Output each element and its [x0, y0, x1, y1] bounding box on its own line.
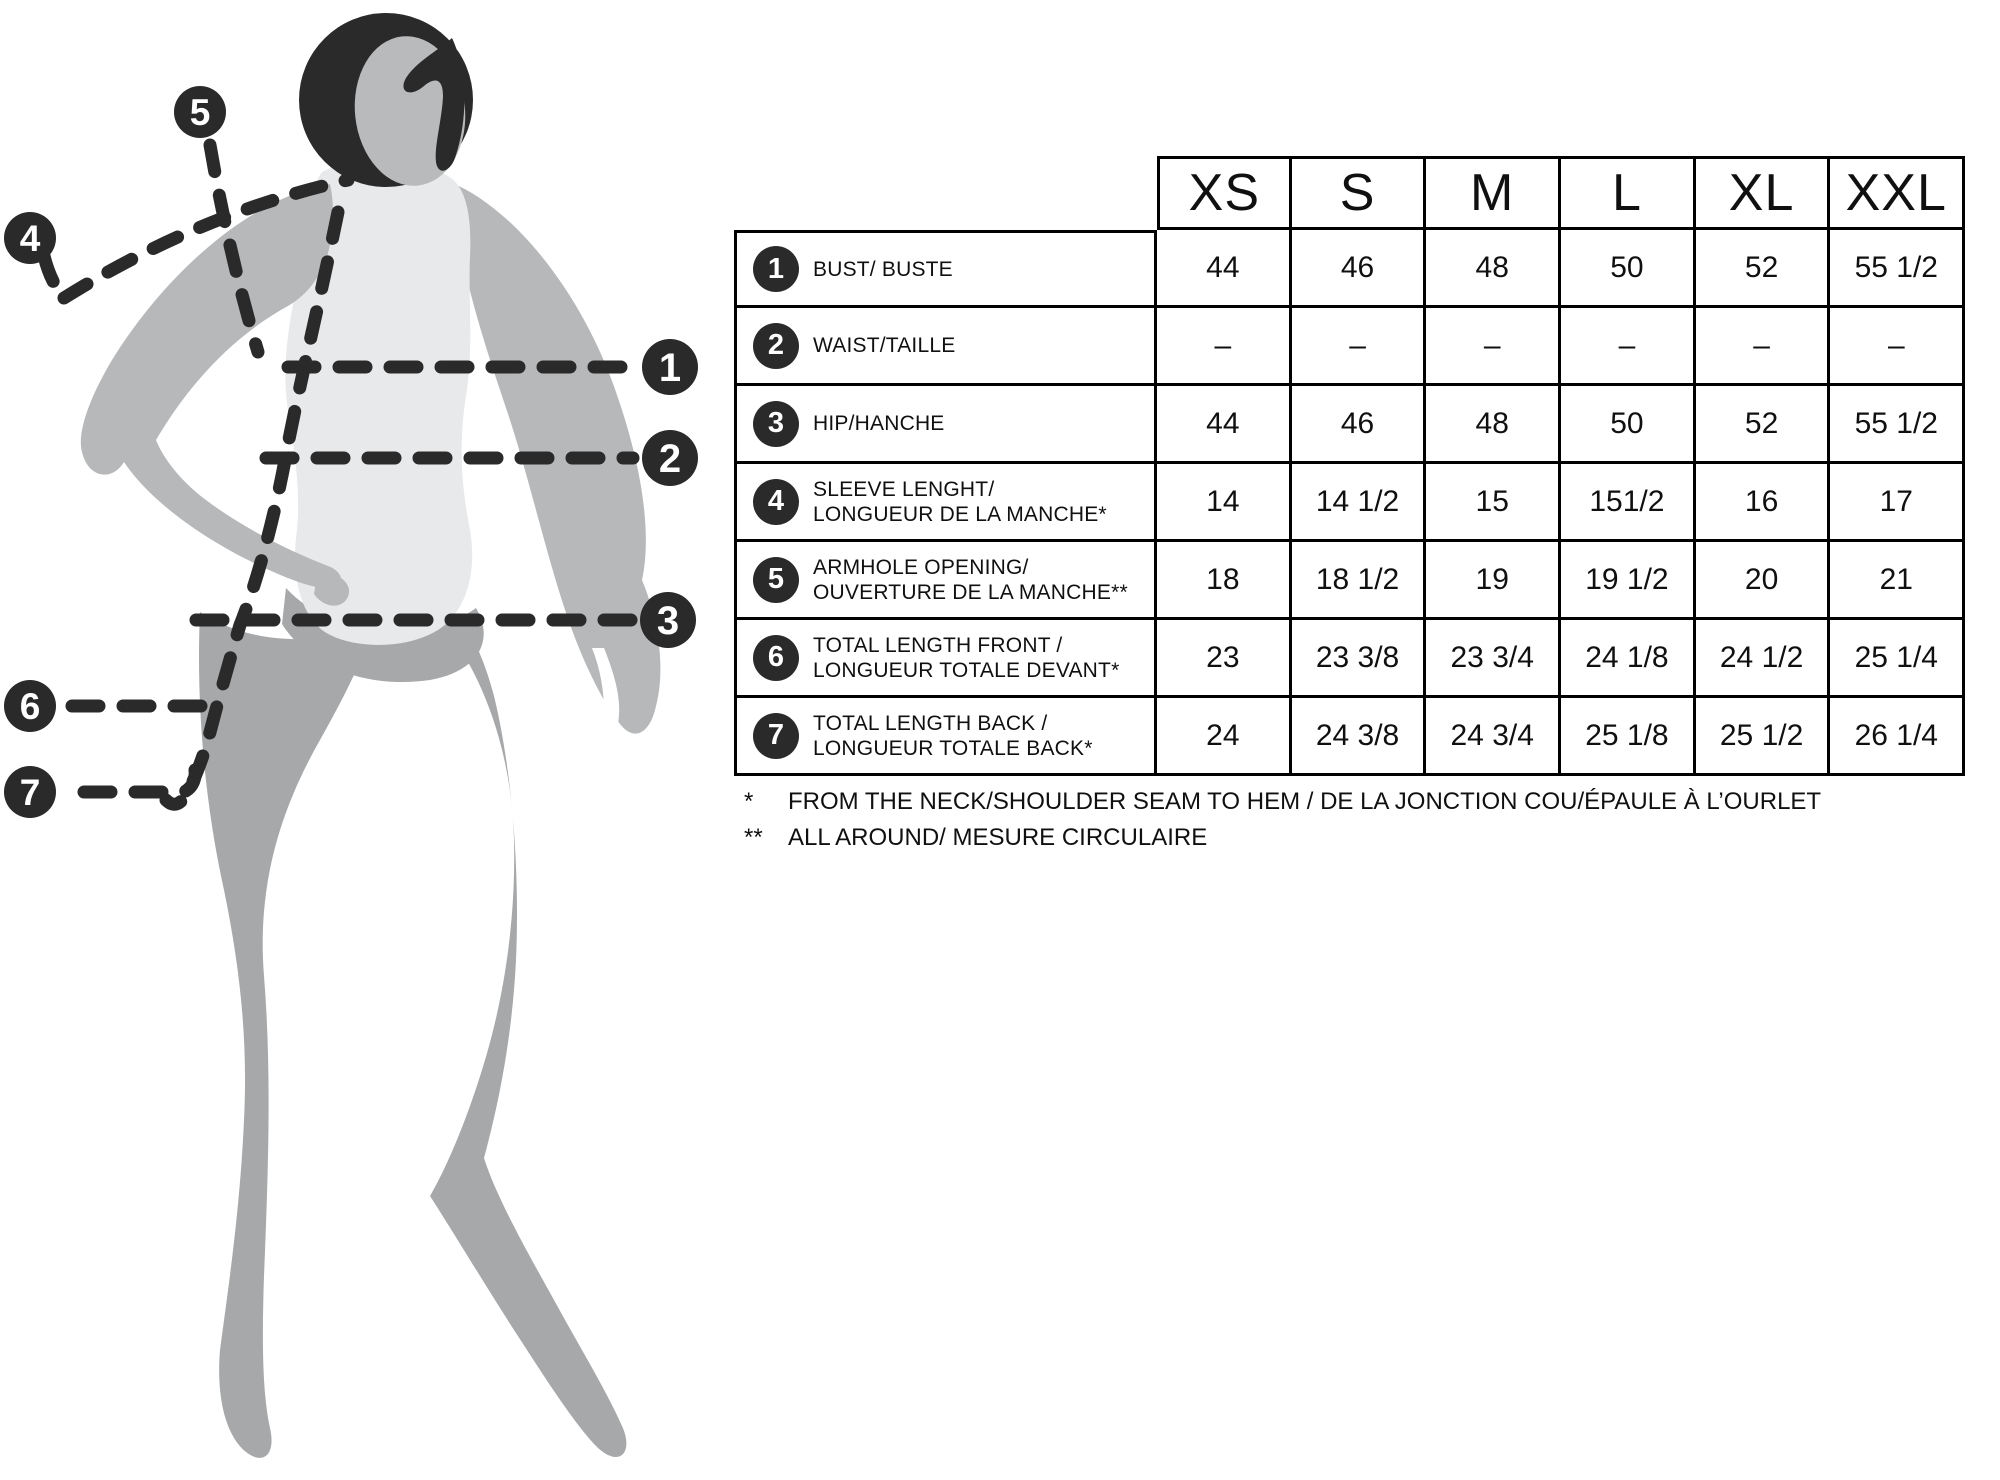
table-corner-spacer	[734, 156, 1157, 230]
value-hip-xxl: 55 1/2	[1830, 386, 1965, 464]
size-header-xxl: XXL	[1830, 156, 1965, 230]
row-label-sleeve-length	[734, 464, 1157, 542]
row-label-text-fr: OUVERTURE DE LA MANCHE**	[813, 580, 1128, 604]
value-length-front-s: 23 3/8	[1292, 620, 1427, 698]
value-bust-m: 48	[1426, 230, 1561, 308]
row-label-hip	[734, 386, 1157, 464]
svg-text:6: 6	[19, 686, 41, 727]
value-armhole-l: 19 1/2	[1561, 542, 1696, 620]
svg-text:2: 2	[658, 437, 682, 481]
footnote-2	[744, 820, 1821, 856]
value-waist-l: –	[1561, 308, 1696, 386]
value-length-back-l: 25 1/8	[1561, 698, 1696, 776]
value-sleeve-m: 15	[1426, 464, 1561, 542]
footnote-1-marker: *	[744, 788, 754, 815]
value-waist-xs: –	[1157, 308, 1292, 386]
value-armhole-s: 18 1/2	[1292, 542, 1427, 620]
measurement-figure	[0, 0, 740, 1480]
value-armhole-xs: 18	[1157, 542, 1292, 620]
size-header-l: L	[1561, 156, 1696, 230]
row-number-badge: 1	[753, 246, 799, 292]
value-length-back-m: 24 3/4	[1426, 698, 1561, 776]
size-table	[734, 156, 1965, 776]
value-length-front-xxl: 25 1/4	[1830, 620, 1965, 698]
row-label-text: HIP/HANCHE	[813, 412, 945, 435]
value-bust-s: 46	[1292, 230, 1427, 308]
row-label-text-fr: LONGUEUR TOTALE BACK*	[813, 736, 1093, 760]
svg-text:3: 3	[656, 599, 680, 643]
row-label-bust	[734, 230, 1157, 308]
value-sleeve-xl: 16	[1696, 464, 1831, 542]
front-leg-shape	[199, 612, 372, 1458]
footnote-1-text: FROM THE NECK/SHOULDER SEAM TO HEM / DE LA JONCTION COU/ÉPAULE À L’OURLET	[788, 788, 1822, 815]
value-length-front-xl: 24 1/2	[1696, 620, 1831, 698]
value-hip-m: 48	[1426, 386, 1561, 464]
row-number-badge: 7	[753, 713, 799, 759]
value-waist-xxl: –	[1830, 308, 1965, 386]
row-label-text: SLEEVE LENGHT/	[813, 477, 995, 501]
value-armhole-xl: 20	[1696, 542, 1831, 620]
value-sleeve-s: 14 1/2	[1292, 464, 1427, 542]
row-label-text: TOTAL LENGTH BACK /	[813, 711, 1048, 735]
row-label-text: BUST/ BUSTE	[813, 257, 953, 281]
svg-text:7: 7	[19, 772, 41, 813]
row-number-badge: 6	[753, 635, 799, 681]
row-number-badge: 2	[753, 323, 799, 369]
svg-text:5: 5	[189, 92, 211, 133]
row-number-badge: 4	[753, 479, 799, 525]
value-length-front-m: 23 3/4	[1426, 620, 1561, 698]
row-label-total-length-front	[734, 620, 1157, 698]
value-bust-xl: 52	[1696, 230, 1831, 308]
row-label-text-fr: LONGUEUR TOTALE DEVANT*	[813, 658, 1120, 682]
value-length-back-xxl: 26 1/4	[1830, 698, 1965, 776]
value-sleeve-xxl: 17	[1830, 464, 1965, 542]
row-label-text: ARMHOLE OPENING/	[813, 555, 1029, 579]
row-label-text: TOTAL LENGTH FRONT /	[813, 633, 1063, 657]
measure-marker-5	[174, 86, 226, 138]
value-hip-s: 46	[1292, 386, 1427, 464]
measure-marker-6	[4, 680, 56, 732]
measure-marker-2	[642, 430, 698, 486]
value-waist-s: –	[1292, 308, 1427, 386]
row-number-badge: 3	[753, 401, 799, 447]
value-length-front-xs: 23	[1157, 620, 1292, 698]
row-label-text-fr: LONGUEUR DE LA MANCHE*	[813, 502, 1107, 526]
svg-text:1: 1	[658, 346, 682, 390]
footnote-2-text: ALL AROUND/ MESURE CIRCULAIRE	[788, 824, 1208, 851]
value-hip-xs: 44	[1157, 386, 1292, 464]
value-length-back-xs: 24	[1157, 698, 1292, 776]
size-header-s: S	[1292, 156, 1427, 230]
value-length-back-xl: 25 1/2	[1696, 698, 1831, 776]
footnotes	[744, 784, 1821, 856]
back-leg-shape	[430, 614, 626, 1457]
measure-marker-3	[640, 592, 696, 648]
row-label-text: WAIST/TAILLE	[813, 334, 956, 357]
row-number-badge: 5	[753, 557, 799, 603]
value-hip-l: 50	[1561, 386, 1696, 464]
value-hip-xl: 52	[1696, 386, 1831, 464]
value-bust-xs: 44	[1157, 230, 1292, 308]
value-sleeve-xs: 14	[1157, 464, 1292, 542]
value-armhole-xxl: 21	[1830, 542, 1965, 620]
sleeve-measure-line	[44, 256, 64, 298]
svg-text:4: 4	[19, 218, 41, 259]
value-armhole-m: 19	[1426, 542, 1561, 620]
size-header-xs: XS	[1157, 156, 1292, 230]
row-label-armhole-opening	[734, 542, 1157, 620]
value-sleeve-l: 151/2	[1561, 464, 1696, 542]
size-header-m: M	[1426, 156, 1561, 230]
measure-marker-4	[4, 212, 56, 264]
value-bust-xxl: 55 1/2	[1830, 230, 1965, 308]
back-length-measure-line	[84, 770, 195, 792]
size-header-xl: XL	[1696, 156, 1831, 230]
footnote-1	[744, 784, 1821, 820]
value-length-front-l: 24 1/8	[1561, 620, 1696, 698]
value-bust-l: 50	[1561, 230, 1696, 308]
value-waist-m: –	[1426, 308, 1561, 386]
value-length-back-s: 24 3/8	[1292, 698, 1427, 776]
value-waist-xl: –	[1696, 308, 1831, 386]
measure-marker-1	[642, 339, 698, 395]
footnote-2-marker: **	[744, 824, 763, 851]
row-label-waist	[734, 308, 1157, 386]
measure-marker-7	[4, 766, 56, 818]
row-label-total-length-back	[734, 698, 1157, 776]
